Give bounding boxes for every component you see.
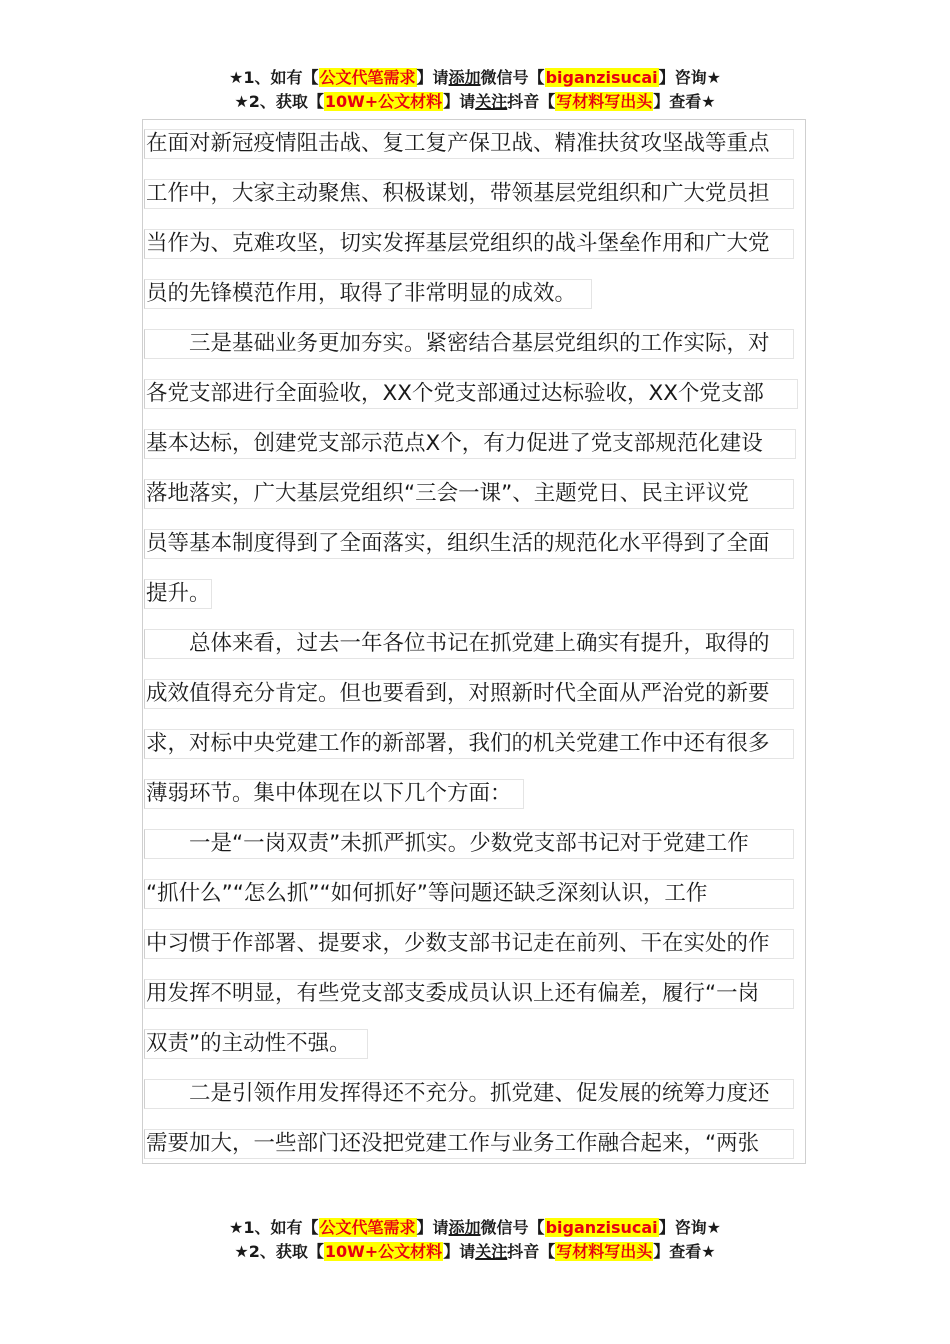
promo-underlined: 添加 (448, 68, 481, 87)
text-line: 基本达标，创建党支部示范点X个，有力促进了党支部规范化建设 (144, 429, 796, 459)
douyin-account: 写材料写出头 (556, 92, 653, 111)
promo-text: 】请 (416, 68, 449, 87)
promo-line-1 (0, 66, 950, 90)
text-line: 工作中，大家主动聚焦、积极谋划，带领基层党组织和广大党员担 (144, 179, 794, 209)
promo-underlined: 关注 (475, 1242, 508, 1261)
promo-text: 】查看★ (653, 1242, 716, 1261)
promo-text: 微信号【 (480, 68, 545, 87)
promo-text: 】咨询★ (658, 1218, 721, 1237)
text-line: 落地落实，广大基层党组织“三会一课”、主题党日、民主评议党 (144, 479, 794, 509)
promo-text: 】咨询★ (658, 68, 721, 87)
text-line: 当作为、克难攻坚，切实发挥基层党组织的战斗堡垒作用和广大党 (144, 229, 794, 259)
promo-text: ★1、如有【 (229, 68, 319, 87)
text-line: 员等基本制度得到了全面落实，组织生活的规范化水平得到了全面 (144, 529, 794, 559)
promo-text: 】请 (443, 92, 476, 111)
promo-text: ★2、获取【 (234, 92, 324, 111)
promo-text: 微信号【 (480, 1218, 545, 1237)
text-line: 需要加大，一些部门还没把党建工作与业务工作融合起来，“两张 (144, 1129, 794, 1159)
text-line: 在面对新冠疫情阻击战、复工复产保卫战、精准扶贫攻坚战等重点 (144, 129, 794, 159)
promo-text: 】请 (443, 1242, 476, 1261)
text-line: 成效值得充分肯定。但也要看到，对照新时代全面从严治党的新要 (144, 679, 794, 709)
promo-highlight: 公文代笔需求 (319, 1218, 416, 1237)
text-line: 二是引领作用发挥得还不充分。抓党建、促发展的统筹力度还 (144, 1079, 794, 1109)
wechat-id: biganzisucai (545, 1218, 658, 1237)
promo-highlight: 10W+公文材料 (324, 92, 443, 111)
promo-text: 】查看★ (653, 92, 716, 111)
text-line: “抓什么”“怎么抓”“如何抓好”等问题还缺乏深刻认识，工作 (144, 879, 794, 909)
promo-highlight: 公文代笔需求 (319, 68, 416, 87)
promo-highlight: 10W+公文材料 (324, 1242, 443, 1261)
text-line: 薄弱环节。集中体现在以下几个方面： (144, 779, 524, 809)
douyin-account: 写材料写出头 (556, 1242, 653, 1261)
wechat-id: biganzisucai (545, 68, 658, 87)
text-line: 总体来看，过去一年各位书记在抓党建上确实有提升，取得的 (144, 629, 794, 659)
promo-underlined: 添加 (448, 1218, 481, 1237)
text-line: 一是“一岗双责”未抓严抓实。少数党支部书记对于党建工作 (144, 829, 794, 859)
promo-text: 抖音【 (507, 92, 556, 111)
promo-banner-top (0, 66, 950, 114)
text-line: 三是基础业务更加夯实。紧密结合基层党组织的工作实际，对 (144, 329, 794, 359)
text-line: 提升。 (144, 579, 212, 609)
text-line: 用发挥不明显，有些党支部支委成员认识上还有偏差，履行“一岗 (144, 979, 794, 1009)
text-line: 员的先锋模范作用，取得了非常明显的成效。 (144, 279, 592, 309)
promo-text: 抖音【 (507, 1242, 556, 1261)
promo-line-1 (0, 1216, 950, 1240)
text-line: 中习惯于作部署、提要求，少数支部书记走在前列、干在实处的作 (144, 929, 794, 959)
promo-line-2 (0, 1240, 950, 1264)
promo-underlined: 关注 (475, 92, 508, 111)
text-line: 双责”的主动性不强。 (144, 1029, 368, 1059)
promo-text: ★1、如有【 (229, 1218, 319, 1237)
promo-text: 】请 (416, 1218, 449, 1237)
text-line: 求，对标中央党建工作的新部署，我们的机关党建工作中还有很多 (144, 729, 794, 759)
promo-line-2 (0, 90, 950, 114)
promo-banner-bottom (0, 1216, 950, 1264)
text-line: 各党支部进行全面验收，XX个党支部通过达标验收，XX个党支部 (144, 379, 798, 409)
promo-text: ★2、获取【 (234, 1242, 324, 1261)
